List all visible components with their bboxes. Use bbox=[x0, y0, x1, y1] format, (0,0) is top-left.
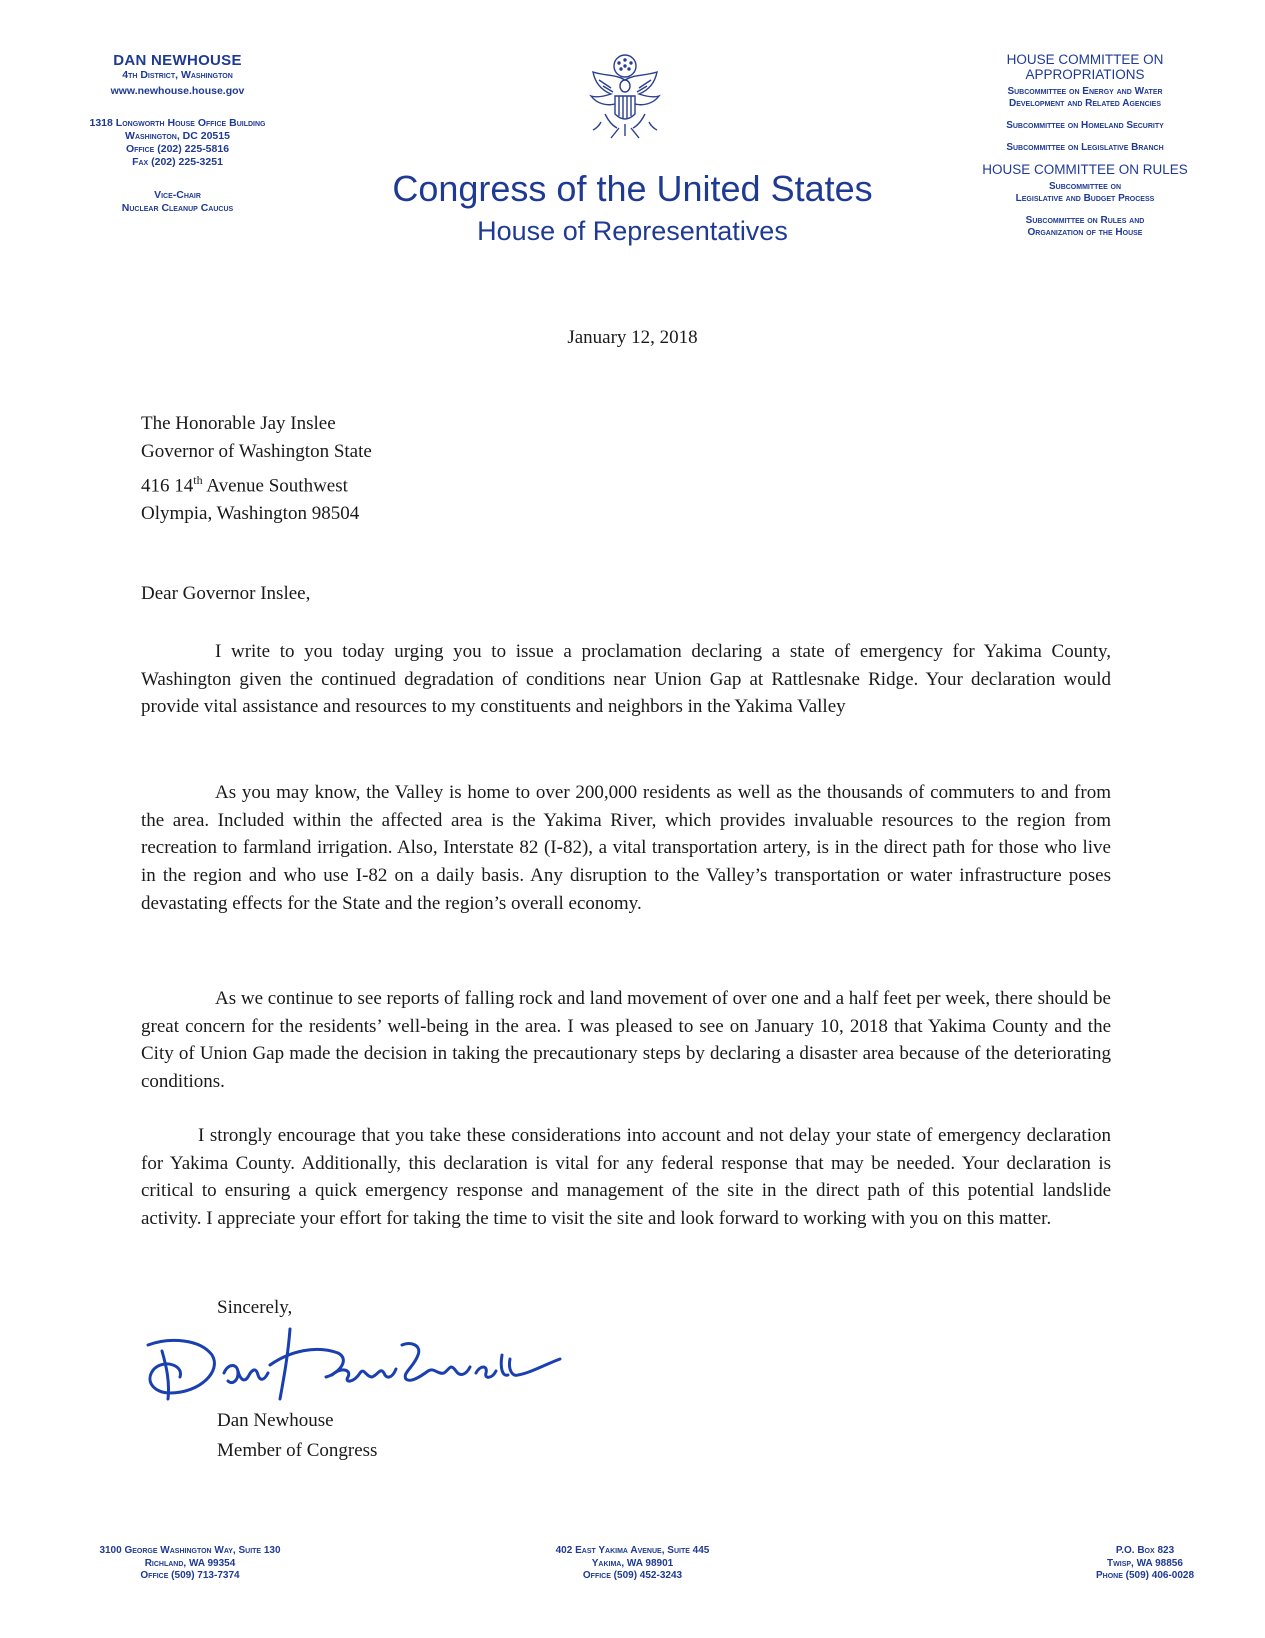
committee-appropriations-line2: APPROPRIATIONS bbox=[1025, 67, 1145, 82]
body-paragraph-3: As we continue to see reports of falling rock and land movement of over one and a half feet per week, there should be great concern for the residents’ well-being in the area. I was pleased to see on January 10, 2018 that Yakima County and the City of Union Gap made the decision in taking the precautionary steps by declaring a disaster area because of the deteriorating conditions. bbox=[141, 988, 1111, 1093]
footer-office-richland bbox=[55, 1545, 325, 1583]
letterhead-left bbox=[40, 52, 315, 215]
letterhead-right bbox=[940, 52, 1230, 239]
footer-left-line1: 3100 George Washington Way, Suite 130 bbox=[99, 1545, 281, 1556]
subcommittee-budget-line1: Subcommittee on bbox=[1048, 181, 1122, 192]
subcommittee-budget-line2: Legislative and Budget Process bbox=[1015, 193, 1155, 204]
subcommittee-rules-line2: Organization of the House bbox=[1027, 227, 1143, 238]
body-paragraph-2: As you may know, the Valley is home to over 200,000 residents as well as the thousands of commuters to and from the area. Included within the affected area is the Yakima River, which provides invaluable resources to the region from recreation to farmland irrigation. Also, Interstate 82 (I-82), a vital transportation artery, is in the direct path for those who live in the region and who use I-82 on a daily basis. Any disruption to the Valley’s transportation or water infrastructure poses devastating effects for the State and the region’s overall economy. bbox=[141, 782, 1111, 914]
footer-office-twisp bbox=[1075, 1545, 1215, 1583]
footer-right-line1: P.O. Box 823 bbox=[1115, 1545, 1175, 1556]
dc-office-building: 1318 Longworth House Office Building bbox=[89, 117, 266, 129]
recipient-address bbox=[141, 410, 372, 528]
recipient-city: Olympia, Washington 98504 bbox=[141, 503, 360, 525]
body-paragraph-1: I write to you today urging you to issue a proclamation declaring a state of emergency for Yakima County, Washington given the continued degradation of conditions near Union Gap at Rattlesnake Ridge. Your declaration would provide vital assistance and resources to my constituents and neighbors in the Yakima Valley bbox=[141, 641, 1111, 718]
footer-right-line2: Twisp, WA 98856 bbox=[1107, 1557, 1183, 1569]
subcommittee-energy-line1: Subcommittee on Energy and Water bbox=[1007, 86, 1163, 97]
footer-left-line2: Richland, WA 99354 bbox=[144, 1557, 236, 1569]
recipient-name: The Honorable Jay Inslee bbox=[141, 413, 336, 434]
letterhead-center bbox=[330, 168, 935, 248]
congress-title: Congress of the United States bbox=[392, 168, 873, 209]
member-website[interactable]: www.newhouse.house.gov bbox=[110, 85, 245, 97]
footer-right-line3: Phone (509) 406-0028 bbox=[1095, 1570, 1195, 1581]
footer-left-line3: Office (509) 713-7374 bbox=[140, 1570, 240, 1581]
salutation: Dear Governor Inslee, bbox=[141, 583, 311, 604]
member-district: 4th District, Washington bbox=[122, 69, 233, 81]
member-name: DAN NEWHOUSE bbox=[113, 52, 242, 69]
signer-title: Member of Congress bbox=[217, 1440, 378, 1461]
dc-office-phone: Office (202) 225-5816 bbox=[125, 143, 230, 155]
committee-rules: HOUSE COMMITTEE ON RULES bbox=[982, 162, 1188, 177]
subcommittee-rules-line1: Subcommittee on Rules and bbox=[1025, 215, 1145, 226]
house-subtitle: House of Representatives bbox=[477, 216, 788, 246]
body-paragraph-4: I strongly encourage that you take these considerations into account and not delay your state of emergency declaration for Yakima County. Additionally, this declaration is vital for any federal response that may be needed. Your declaration is critical to ensuring a quick emergency response and management of the site in the direct path of this potential landslide activity. I appreciate your effort for taking the time to visit the site and look forward to working with you on this matter. bbox=[141, 1125, 1111, 1230]
recipient-title: Governor of Washington State bbox=[141, 441, 372, 462]
letter-date: January 12, 2018 bbox=[567, 327, 698, 348]
signer-name: Dan Newhouse bbox=[217, 1410, 334, 1431]
closing: Sincerely, bbox=[217, 1297, 293, 1318]
recipient-street: 416 14th Avenue Southwest bbox=[141, 473, 348, 497]
subcommittee-energy-line2: Development and Related Agencies bbox=[1008, 98, 1161, 109]
footer-center-line2: Yakima, WA 98901 bbox=[591, 1557, 674, 1569]
handwritten-signature bbox=[140, 1315, 580, 1425]
caucus-name: Nuclear Cleanup Caucus bbox=[121, 202, 234, 214]
caucus-role: Vice-Chair bbox=[154, 189, 201, 201]
subcommittee-legislative: Subcommittee on Legislative Branch bbox=[1006, 142, 1164, 153]
footer-center-line1: 402 East Yakima Avenue, Suite 445 bbox=[555, 1545, 710, 1556]
subcommittee-homeland: Subcommittee on Homeland Security bbox=[1006, 120, 1164, 131]
footer-office-yakima bbox=[510, 1545, 755, 1583]
great-seal-eagle-icon bbox=[575, 52, 675, 152]
dc-office-fax: Fax (202) 225-3251 bbox=[132, 156, 223, 168]
footer-center-line3: Office (509) 452-3243 bbox=[582, 1570, 683, 1581]
committee-appropriations-line1: HOUSE COMMITTEE ON bbox=[1006, 52, 1164, 67]
dc-office-city: Washington, DC 20515 bbox=[125, 130, 230, 142]
